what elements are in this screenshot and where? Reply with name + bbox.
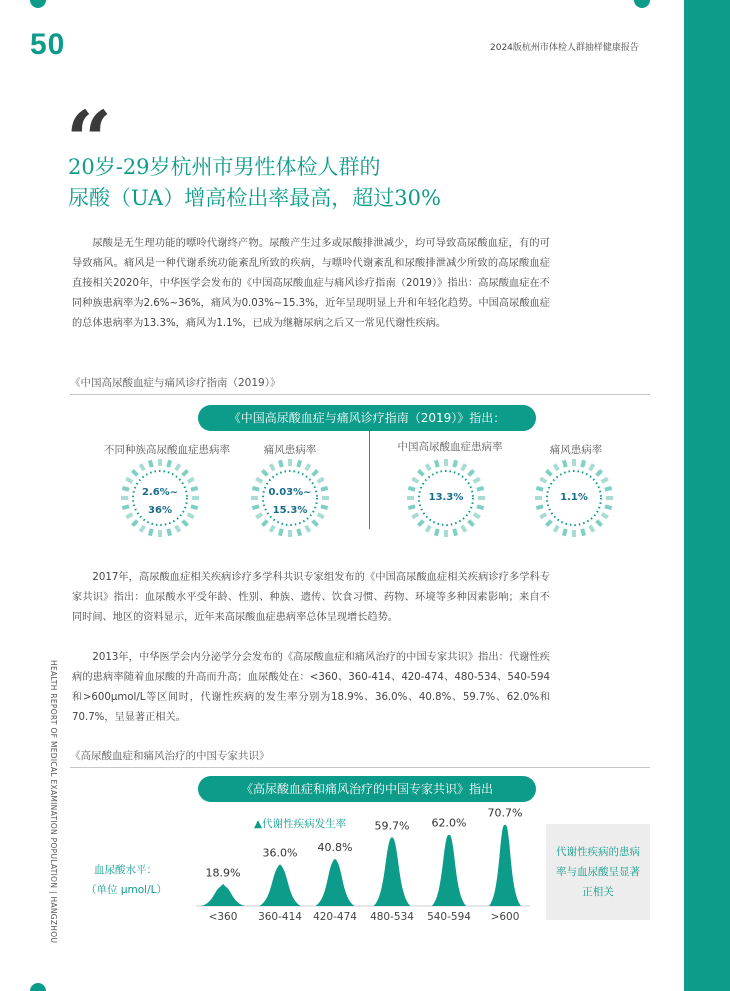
ring-tick: [602, 514, 608, 518]
ring-tick: [546, 521, 551, 526]
ring-tick: [271, 526, 275, 532]
ring-tick: [313, 521, 318, 526]
paragraph-2017: 2017年，高尿酸血症相关疾病诊疗多学科共识专家组发布的《中国高尿酸血症相关疾病诊疗多学科专家共识》指出：血尿酸水平受年龄、性别、种族、遗传、饮食习惯、药物、环境等多种因素影响；来自不同时间、地区的资料显示，近年来高尿酸血症患病率总体呈现增长趋势。: [72, 572, 550, 623]
ring-tick: [298, 460, 300, 467]
ring-tick: [141, 526, 145, 532]
section-divider: [70, 767, 650, 768]
stat-label-china-hyperuricemia: 中国高尿酸血症患病率: [397, 441, 503, 453]
ring-tick: [469, 521, 474, 526]
ring-tick: [256, 479, 262, 483]
chart-category-label: 480-534: [370, 911, 414, 923]
ring-tick: [126, 479, 132, 483]
ring-tick: [436, 529, 438, 536]
ring-tick: [597, 521, 602, 526]
stat-label-gout: 痛风患病率: [263, 444, 317, 456]
ring-tick: [427, 526, 431, 532]
ring-tick: [462, 464, 466, 470]
ring-tick: [540, 514, 546, 518]
stat-label-race: 不同种族高尿酸血症患病率: [104, 444, 230, 456]
ring-tick: [474, 479, 480, 483]
quote-icon: “: [66, 93, 113, 187]
chart-bar: [201, 884, 245, 906]
chart-category-label: 360-414: [258, 911, 302, 923]
ring-tick: [418, 521, 423, 526]
ring-tick: [555, 464, 559, 470]
ring-tick: [582, 460, 584, 467]
chart-category-label: 540-594: [427, 911, 471, 923]
stat-label-china-gout: 痛风患病率: [549, 444, 603, 456]
consensus-pill: 《高尿酸血症和痛风治疗的中国专家共识》指出: [198, 776, 536, 802]
ring-tick: [427, 464, 431, 470]
right-color-band: [684, 0, 730, 991]
ring-tick: [188, 479, 194, 483]
chart-bar: [432, 835, 466, 906]
ring-tick: [412, 514, 418, 518]
section-label-guideline: 《中国高尿酸血症与痛风诊疗指南（2019）》: [70, 377, 281, 389]
chart-value-label: 62.0%: [431, 816, 467, 830]
ring-tick: [271, 464, 275, 470]
corner-dot: [634, 0, 650, 8]
ring-tick: [313, 470, 318, 475]
ring-tick: [150, 529, 152, 536]
ring-tick: [306, 464, 310, 470]
chart-value-label: 40.8%: [317, 841, 353, 855]
column-divider: [369, 431, 370, 529]
guideline-pill: 《中国高尿酸血症与痛风诊疗指南（2019）》指出：: [198, 405, 536, 431]
ring-tick: [168, 529, 170, 536]
ring-tick: [132, 470, 137, 475]
corner-dot: [30, 0, 46, 8]
stat-value-gout: 0.03%~ 15.3%: [268, 487, 312, 516]
ring-tick: [555, 526, 559, 532]
ring-tick: [150, 460, 152, 467]
ring-tick: [262, 521, 267, 526]
ring-tick: [590, 526, 594, 532]
ring-tick: [176, 526, 180, 532]
ring-tick: [176, 464, 180, 470]
ring-tick: [564, 460, 566, 467]
ring-tick: [454, 529, 456, 536]
ring-tick: [546, 470, 551, 475]
ring-tick: [540, 479, 546, 483]
ring-tick: [469, 470, 474, 475]
chart-bar: [259, 865, 301, 906]
chart-category-label: 420-474: [313, 911, 357, 923]
axis-note-line-2: （单位 μmol/L）: [86, 884, 167, 896]
ring-tick: [564, 529, 566, 536]
chart-value-label: 59.7%: [374, 819, 410, 833]
intro-paragraph: 尿酸是无生理功能的嘌呤代谢终产物。尿酸产生过多或尿酸排泄减少，均可导致高尿酸血症，有的可导致痛风。痛风是一种代谢系统功能紊乱所致的疾病，与嘌呤代谢紊乱和尿酸排泄减少所致的高尿酸血症直接相关2020年，中华医学会发布的《中国高尿酸血症与痛风诊疗指南（2019）》指出：高尿酸血症在不同种族患病率为2.6%~36%，痛风为0.03%~15.3%，近年呈现明显上升和年轻化趋势。中国高尿酸血症的总体患病率为13.3%，痛风为1.1%，已成为继糖尿病之后又一常见代谢性疾病。: [72, 238, 550, 329]
ring-tick: [318, 479, 324, 483]
ring-tick: [183, 521, 188, 526]
stat-value-race: 2.6%~ 36%: [141, 487, 179, 516]
page-number: 50: [30, 28, 66, 61]
stat-value-china-hyperuricemia: 13.3%: [428, 492, 464, 503]
ring-tick: [280, 460, 282, 467]
paragraph-2013: 2013年，中华医学会内分泌学分会发布的《高尿酸血症和痛风治疗的中国专家共识》指出：代谢性疾病的患病率随着血尿酸的升高而升高；血尿酸处在：<360、360-414、420-474、480-534、540-594和>600μmol/L等区间时，代谢性疾病的发生率分别为18.9%、36.0%、40.8%、59.7%、62.0%和70.7%，呈显著正相关。: [72, 652, 550, 723]
headline: [68, 152, 441, 214]
ring-tick: [454, 460, 456, 467]
ring-tick: [602, 479, 608, 483]
ring-tick: [462, 526, 466, 532]
side-running-text: HEALTH REPORT OF MEDICAL EXAMINATION POPULATION | HANGZHOU: [49, 660, 58, 944]
section-label-consensus: 《高尿酸血症和痛风治疗的中国专家共识》: [70, 750, 270, 762]
chart-category-label: >600: [490, 911, 520, 923]
axis-note-line-1: 血尿酸水平：: [94, 864, 157, 876]
ring-tick: [418, 470, 423, 475]
chart-legend: ▲代谢性疾病发生率: [254, 818, 347, 830]
report-title: 2024版杭州市体检人群抽样健康报告: [490, 43, 639, 53]
ring-tick: [168, 460, 170, 467]
ring-tick: [412, 479, 418, 483]
ring-tick: [262, 470, 267, 475]
chart-value-label: 36.0%: [262, 846, 298, 860]
ring-tick: [597, 470, 602, 475]
stat-value-china-gout: 1.1%: [560, 492, 588, 503]
ring-tick: [306, 526, 310, 532]
ring-tick: [183, 470, 188, 475]
ring-tick: [582, 529, 584, 536]
ring-tick: [298, 529, 300, 536]
ring-tick: [590, 464, 594, 470]
chart-value-label: 18.9%: [205, 866, 241, 880]
ring-tick: [141, 464, 145, 470]
chart-bar: [315, 859, 354, 906]
ring-tick: [474, 514, 480, 518]
ring-tick: [436, 460, 438, 467]
headline-line-1: 20岁-29岁杭州市男性体检人群的: [68, 155, 381, 179]
ring-tick: [280, 529, 282, 536]
correlation-info-box: 代谢性疾病的患病 率与血尿酸呈显著 正相关: [546, 824, 650, 920]
chart-category-label: <360: [208, 911, 238, 923]
headline-line-2: 尿酸（UA）增高检出率最高，超过30%: [68, 186, 441, 210]
ring-tick: [132, 521, 137, 526]
chart-value-label: 70.7%: [487, 806, 523, 820]
chart-bar: [489, 825, 521, 906]
corner-dot: [30, 983, 46, 991]
chart-bar: [374, 837, 411, 906]
section-divider: [70, 394, 650, 395]
